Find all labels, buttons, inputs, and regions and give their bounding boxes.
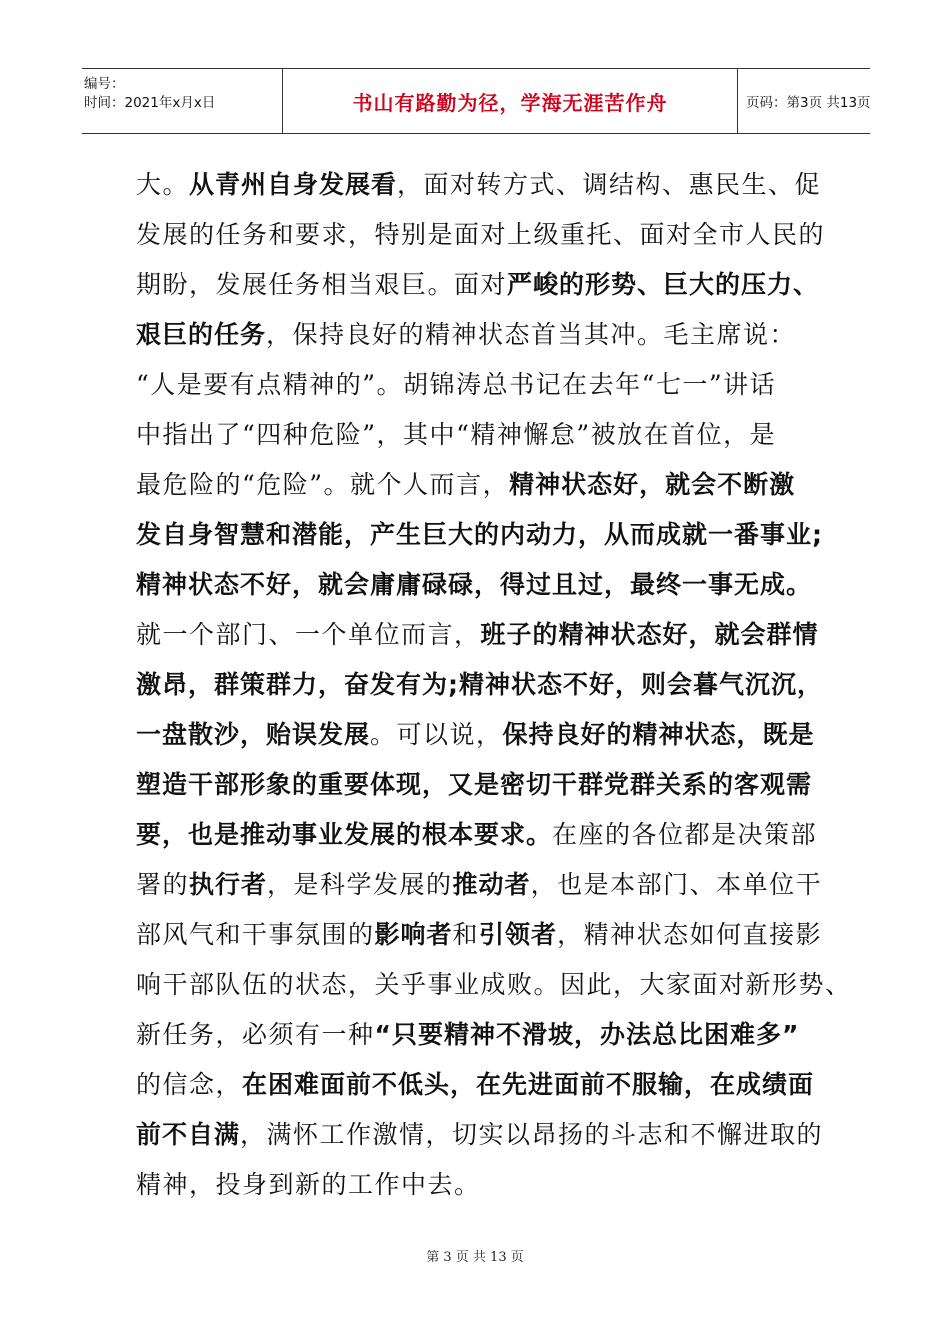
text-run: 响干部队伍的状态，关乎事业成败。因此，大家面对新形势、 <box>136 970 852 999</box>
text-run: ，是科学发展的 <box>267 870 453 899</box>
bold-text-run: 发自身智慧和潜能，产生巨大的内动力，从而成就一番事业; <box>136 520 823 549</box>
text-run: 大。 <box>136 170 190 199</box>
text-run: 新任务，必须有一种 <box>136 1020 375 1049</box>
document-number-label: 编号： <box>84 76 125 92</box>
page-footer: 第 3 页 共 13 页 <box>426 1250 524 1265</box>
text-line <box>136 510 846 560</box>
text-run: 部风气和干事氛围的 <box>136 920 375 949</box>
text-run: 。可以说， <box>370 720 503 749</box>
text-run: “人是要有点精神的”。胡锦涛总书记在去年“七一”讲话 <box>136 370 777 399</box>
text-run: 的信念， <box>136 1070 243 1099</box>
text-run: ，也是本部门、本单位干 <box>530 870 823 899</box>
text-line <box>136 160 846 210</box>
text-line <box>136 610 846 660</box>
bold-text-run: 塑造干部形象的重要体现，又是密切干群党群关系的客观需 <box>136 770 813 799</box>
text-run: 发展的任务和要求，特别是面对上级重托、面对全市人民的 <box>136 220 826 249</box>
text-line <box>136 560 846 610</box>
text-line <box>136 660 846 710</box>
bold-text-run: 艰巨的任务 <box>136 320 267 349</box>
text-line <box>136 860 846 910</box>
bold-text-run: 班子的精神状态好，就会群情 <box>480 620 819 649</box>
bold-text-run: 激昂，群策群力，奋发有为;精神状态不好，则会暮气沉沉， <box>136 670 823 699</box>
bold-text-run: 严峻的形势、巨大的压力、 <box>507 270 820 299</box>
text-line <box>136 960 852 1010</box>
header-motto-cell <box>282 69 738 133</box>
bold-text-run: 前不自满 <box>136 1120 241 1149</box>
bold-text-run: 从青州自身发展看 <box>189 170 398 199</box>
bold-text-run: 引领者 <box>479 920 558 949</box>
text-run: ，精神状态如何直接影 <box>557 920 823 949</box>
bold-text-run: 精神状态不好，就会庸庸碌碌，得过且过，最终一事无成。 <box>136 570 813 599</box>
text-line <box>136 360 846 410</box>
text-line <box>136 460 846 510</box>
text-line <box>136 210 846 260</box>
text-line <box>136 260 846 310</box>
body-text <box>136 160 852 1210</box>
text-run: 署的 <box>136 870 190 899</box>
document-time-label: 时间：2021年x月x日 <box>84 95 216 111</box>
text-run: 就一个部门、一个单位而言， <box>136 620 481 649</box>
bold-text-run: 保持良好的精神状态，既是 <box>502 720 815 749</box>
bold-text-run: 精神状态好，就会不断激 <box>509 470 796 499</box>
header-page-info: 页码：第3页 共13页 <box>746 95 871 111</box>
bold-text-run: 影响者 <box>374 920 453 949</box>
text-run: ，满怀工作激情，切实以昂扬的斗志和不懈进取的 <box>240 1120 824 1149</box>
bold-text-run: 一盘散沙，贻误发展 <box>136 720 371 749</box>
text-line <box>136 1160 846 1210</box>
text-run: 在座的各位都是决策部 <box>552 820 818 849</box>
bold-text-run: 推动者 <box>452 870 531 899</box>
bold-text-run: “只要精神不滑坡，办法总比困难多” <box>374 1020 800 1049</box>
text-line <box>136 760 846 810</box>
header-motto: 书山有路勤为径，学海无涯苦作舟 <box>352 90 668 115</box>
bold-text-run: 要，也是推动事业发展的根本要求。 <box>136 820 553 849</box>
text-line <box>136 1010 846 1060</box>
text-run: 最危险的“危险”。就个人而言， <box>136 470 510 499</box>
text-line <box>136 710 846 760</box>
text-line <box>136 810 846 860</box>
text-run: 中指出了“四种危险”，其中“精神懈怠”被放在首位，是 <box>136 420 777 449</box>
text-run: ，面对转方式、调结构、惠民生、促 <box>397 170 822 199</box>
text-line <box>136 310 846 360</box>
text-line <box>136 1110 846 1160</box>
bold-text-run: 执行者 <box>189 870 268 899</box>
text-line <box>136 410 846 460</box>
text-run: 和 <box>452 920 480 949</box>
text-run: 精神，投身到新的工作中去。 <box>136 1170 481 1199</box>
text-line <box>136 910 846 960</box>
header-meta <box>82 69 282 133</box>
text-run: ，保持良好的精神状态首当其冲。毛主席说： <box>266 320 797 349</box>
bold-text-run: 在困难面前不低头，在先进面前不服输，在成绩面 <box>242 1070 815 1099</box>
page-header <box>82 68 870 134</box>
text-line <box>136 1060 846 1110</box>
text-run: 期盼，发展任务相当艰巨。面对 <box>136 270 508 299</box>
